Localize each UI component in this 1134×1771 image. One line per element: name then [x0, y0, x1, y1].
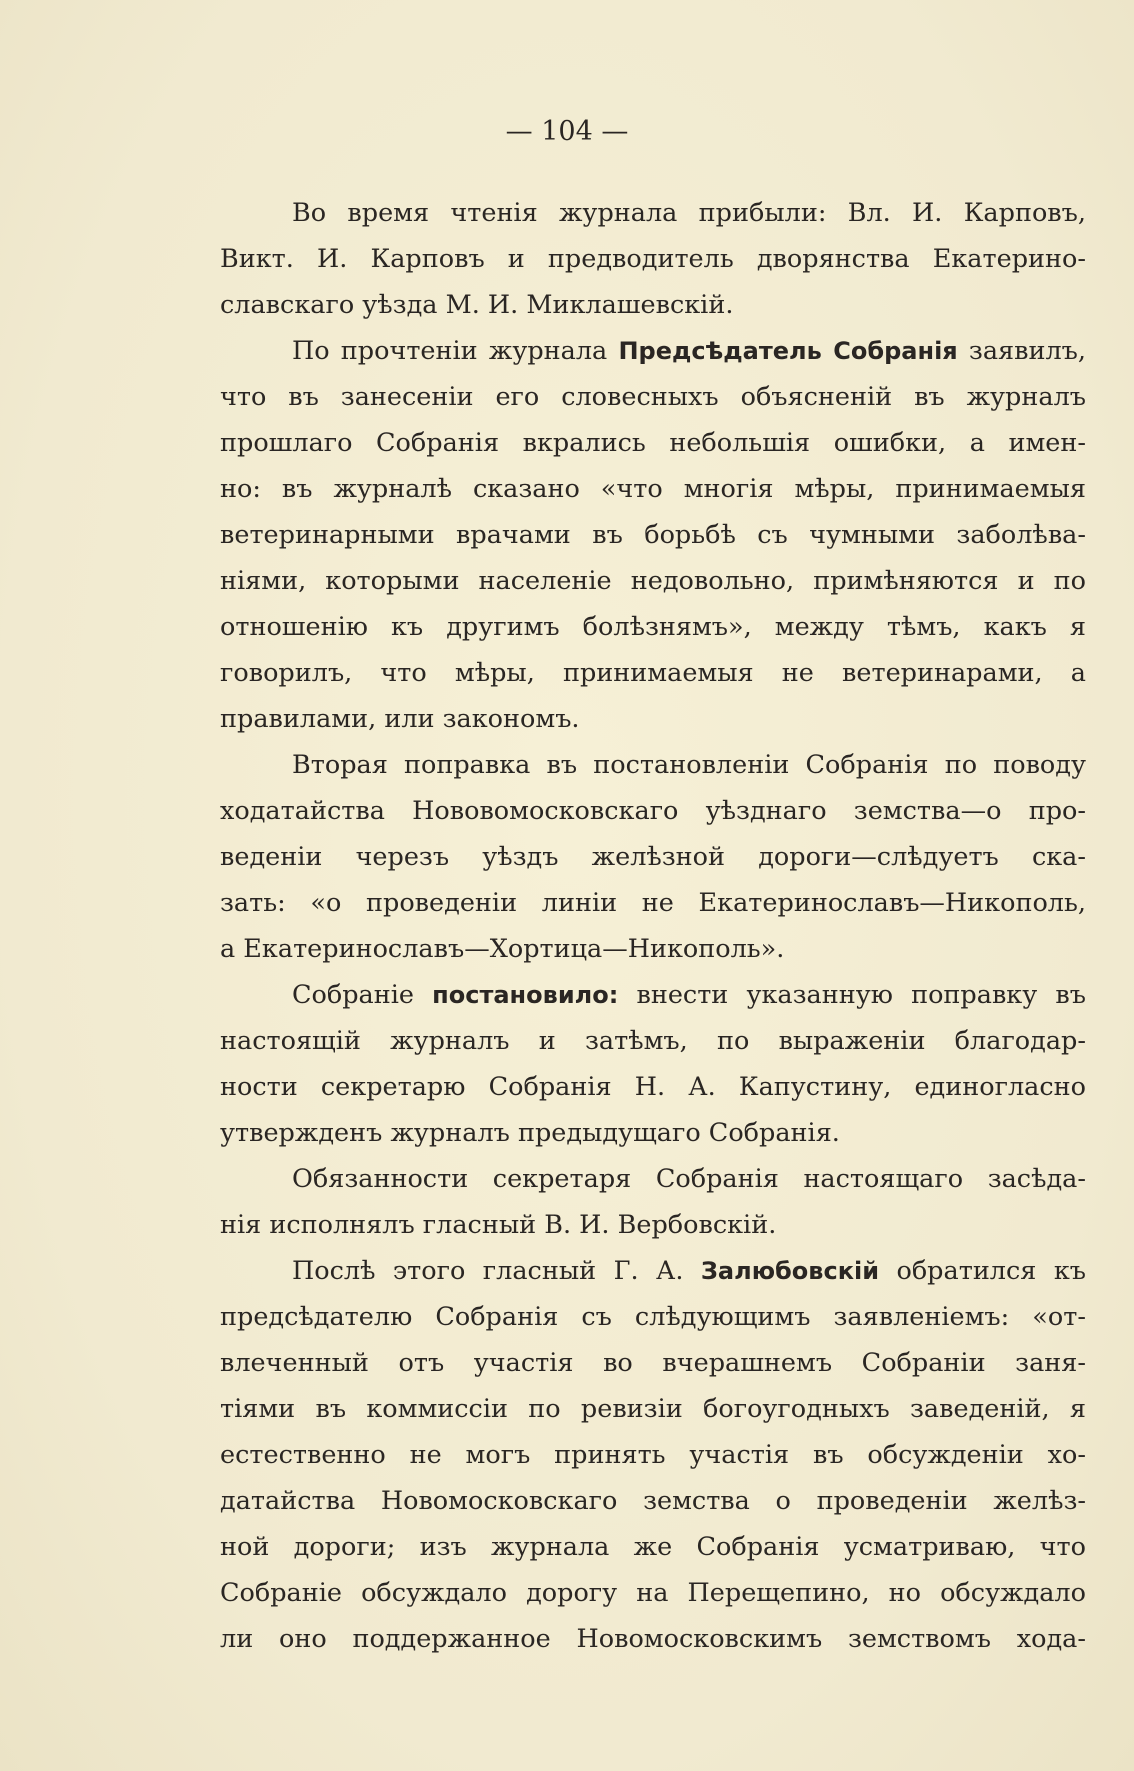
paragraph: [220, 328, 1086, 742]
text-line: [220, 512, 1086, 558]
body-text: [220, 190, 1086, 1662]
text-line: [220, 1478, 1086, 1524]
text-line: [220, 236, 1086, 282]
text-segment: Послѣ этого гласный Г. А.: [292, 1256, 701, 1286]
text-line: [220, 466, 1086, 512]
text-line: [220, 1570, 1086, 1616]
text-segment: отношенію къ другимъ болѣзнямъ», между тѣмъ, какъ я: [220, 612, 1086, 642]
text-line: [220, 1294, 1086, 1340]
text-line: [220, 696, 1086, 742]
text-segment: но: въ журналѣ сказано «что многія мѣры, принимаемыя: [220, 474, 1086, 504]
text-segment: тіями въ коммиссіи по ревизіи богоугодныхъ заведеній, я: [220, 1394, 1086, 1424]
text-line: [220, 788, 1086, 834]
text-line: [220, 1340, 1086, 1386]
text-segment: Вторая поправка въ постановленіи Собранія по поводу: [292, 750, 1086, 780]
text-line: [220, 1248, 1086, 1294]
text-line: [220, 880, 1086, 926]
text-line: [220, 420, 1086, 466]
text-segment: естественно не могъ принять участія въ обсужденіи хо-: [220, 1440, 1086, 1470]
text-segment: ли оно поддержанное Новомосковскимъ земствомъ хода-: [220, 1624, 1086, 1654]
text-line: [220, 1616, 1086, 1662]
text-line: [220, 1064, 1086, 1110]
text-segment: Викт. И. Карповъ и предводитель дворянства Екатерино-: [220, 244, 1086, 274]
paragraph: [220, 972, 1086, 1156]
text-segment: обратился къ: [879, 1256, 1086, 1286]
text-line: [220, 1524, 1086, 1570]
text-line: [220, 282, 1086, 328]
text-line: [220, 926, 1086, 972]
text-segment: ветеринарными врачами въ борьбѣ съ чумными заболѣва-: [220, 520, 1086, 550]
text-segment: ходатайства Нововомосковскаго уѣзднаго земства—о про-: [220, 796, 1086, 826]
text-segment: прошлаго Собранія вкрались небольшія ошибки, а имен-: [220, 428, 1086, 458]
text-segment: датайства Новомосковскаго земства о проведеніи желѣз-: [220, 1486, 1086, 1516]
text-segment: зать: «о проведеніи линіи не Екатеринославъ—Никополь,: [220, 888, 1086, 918]
paragraph: [220, 1248, 1086, 1662]
emphasized-term: Залюбовскій: [700, 1257, 880, 1285]
text-segment: ніями, которыми населеніе недовольно, примѣняются и по: [220, 566, 1086, 596]
text-segment: заявилъ,: [957, 336, 1086, 366]
text-line: [220, 374, 1086, 420]
text-segment: правилами, или закономъ.: [220, 704, 580, 734]
text-segment: веденіи черезъ уѣздъ желѣзной дороги—слѣдуетъ ска-: [220, 842, 1086, 872]
text-segment: Собраніе обсуждало дорогу на Перещепино, но обсуждало: [220, 1578, 1086, 1608]
text-line: [220, 558, 1086, 604]
text-segment: предсѣдателю Собранія съ слѣдующимъ заявленіемъ: «от-: [220, 1302, 1086, 1332]
text-segment: ности секретарю Собранія Н. А. Капустину, единогласно: [220, 1072, 1086, 1102]
text-segment: говорилъ, что мѣры, принимаемыя не ветеринарами, а: [220, 658, 1086, 688]
text-line: [220, 1110, 1086, 1156]
emphasized-term: Предсѣдатель Собранія: [618, 337, 958, 365]
paragraph: [220, 190, 1086, 328]
text-segment: нія исполнялъ гласный В. И. Вербовскій.: [220, 1210, 777, 1240]
text-segment: утвержденъ журналъ предыдущаго Собранія.: [220, 1118, 840, 1148]
text-segment: внести указанную поправку въ: [618, 980, 1086, 1010]
text-segment: славскаго уѣзда М. И. Миклашевскій.: [220, 290, 734, 320]
text-segment: влеченный отъ участія во вчерашнемъ Собраніи заня-: [220, 1348, 1086, 1378]
text-line: [220, 604, 1086, 650]
text-segment: Обязанности секретаря Собранія настоящаго засѣда-: [292, 1164, 1086, 1194]
emphasized-term: постановило:: [432, 981, 619, 1009]
text-segment: ной дороги; изъ журнала же Собранія усматриваю, что: [220, 1532, 1086, 1562]
text-line: [220, 1202, 1086, 1248]
text-line: [220, 328, 1086, 374]
text-segment: настоящій журналъ и затѣмъ, по выраженіи благодар-: [220, 1026, 1086, 1056]
paragraph: [220, 742, 1086, 972]
text-line: [220, 650, 1086, 696]
text-line: [220, 972, 1086, 1018]
text-line: [220, 190, 1086, 236]
page-number: — 104 —: [505, 116, 629, 147]
paragraph: [220, 1156, 1086, 1248]
text-segment: а Екатеринославъ—Хортица—Никополь».: [220, 934, 785, 964]
text-line: [220, 1386, 1086, 1432]
text-line: [220, 1156, 1086, 1202]
text-segment: Собраніе: [292, 980, 433, 1010]
text-segment: Во время чтенія журнала прибыли: Вл. И. Карповъ,: [292, 198, 1086, 228]
text-line: [220, 1018, 1086, 1064]
text-line: [220, 1432, 1086, 1478]
text-segment: что въ занесеніи его словесныхъ объясненій въ журналъ: [220, 382, 1086, 412]
text-line: [220, 834, 1086, 880]
text-line: [220, 742, 1086, 788]
text-segment: По прочтеніи журнала: [292, 336, 619, 366]
